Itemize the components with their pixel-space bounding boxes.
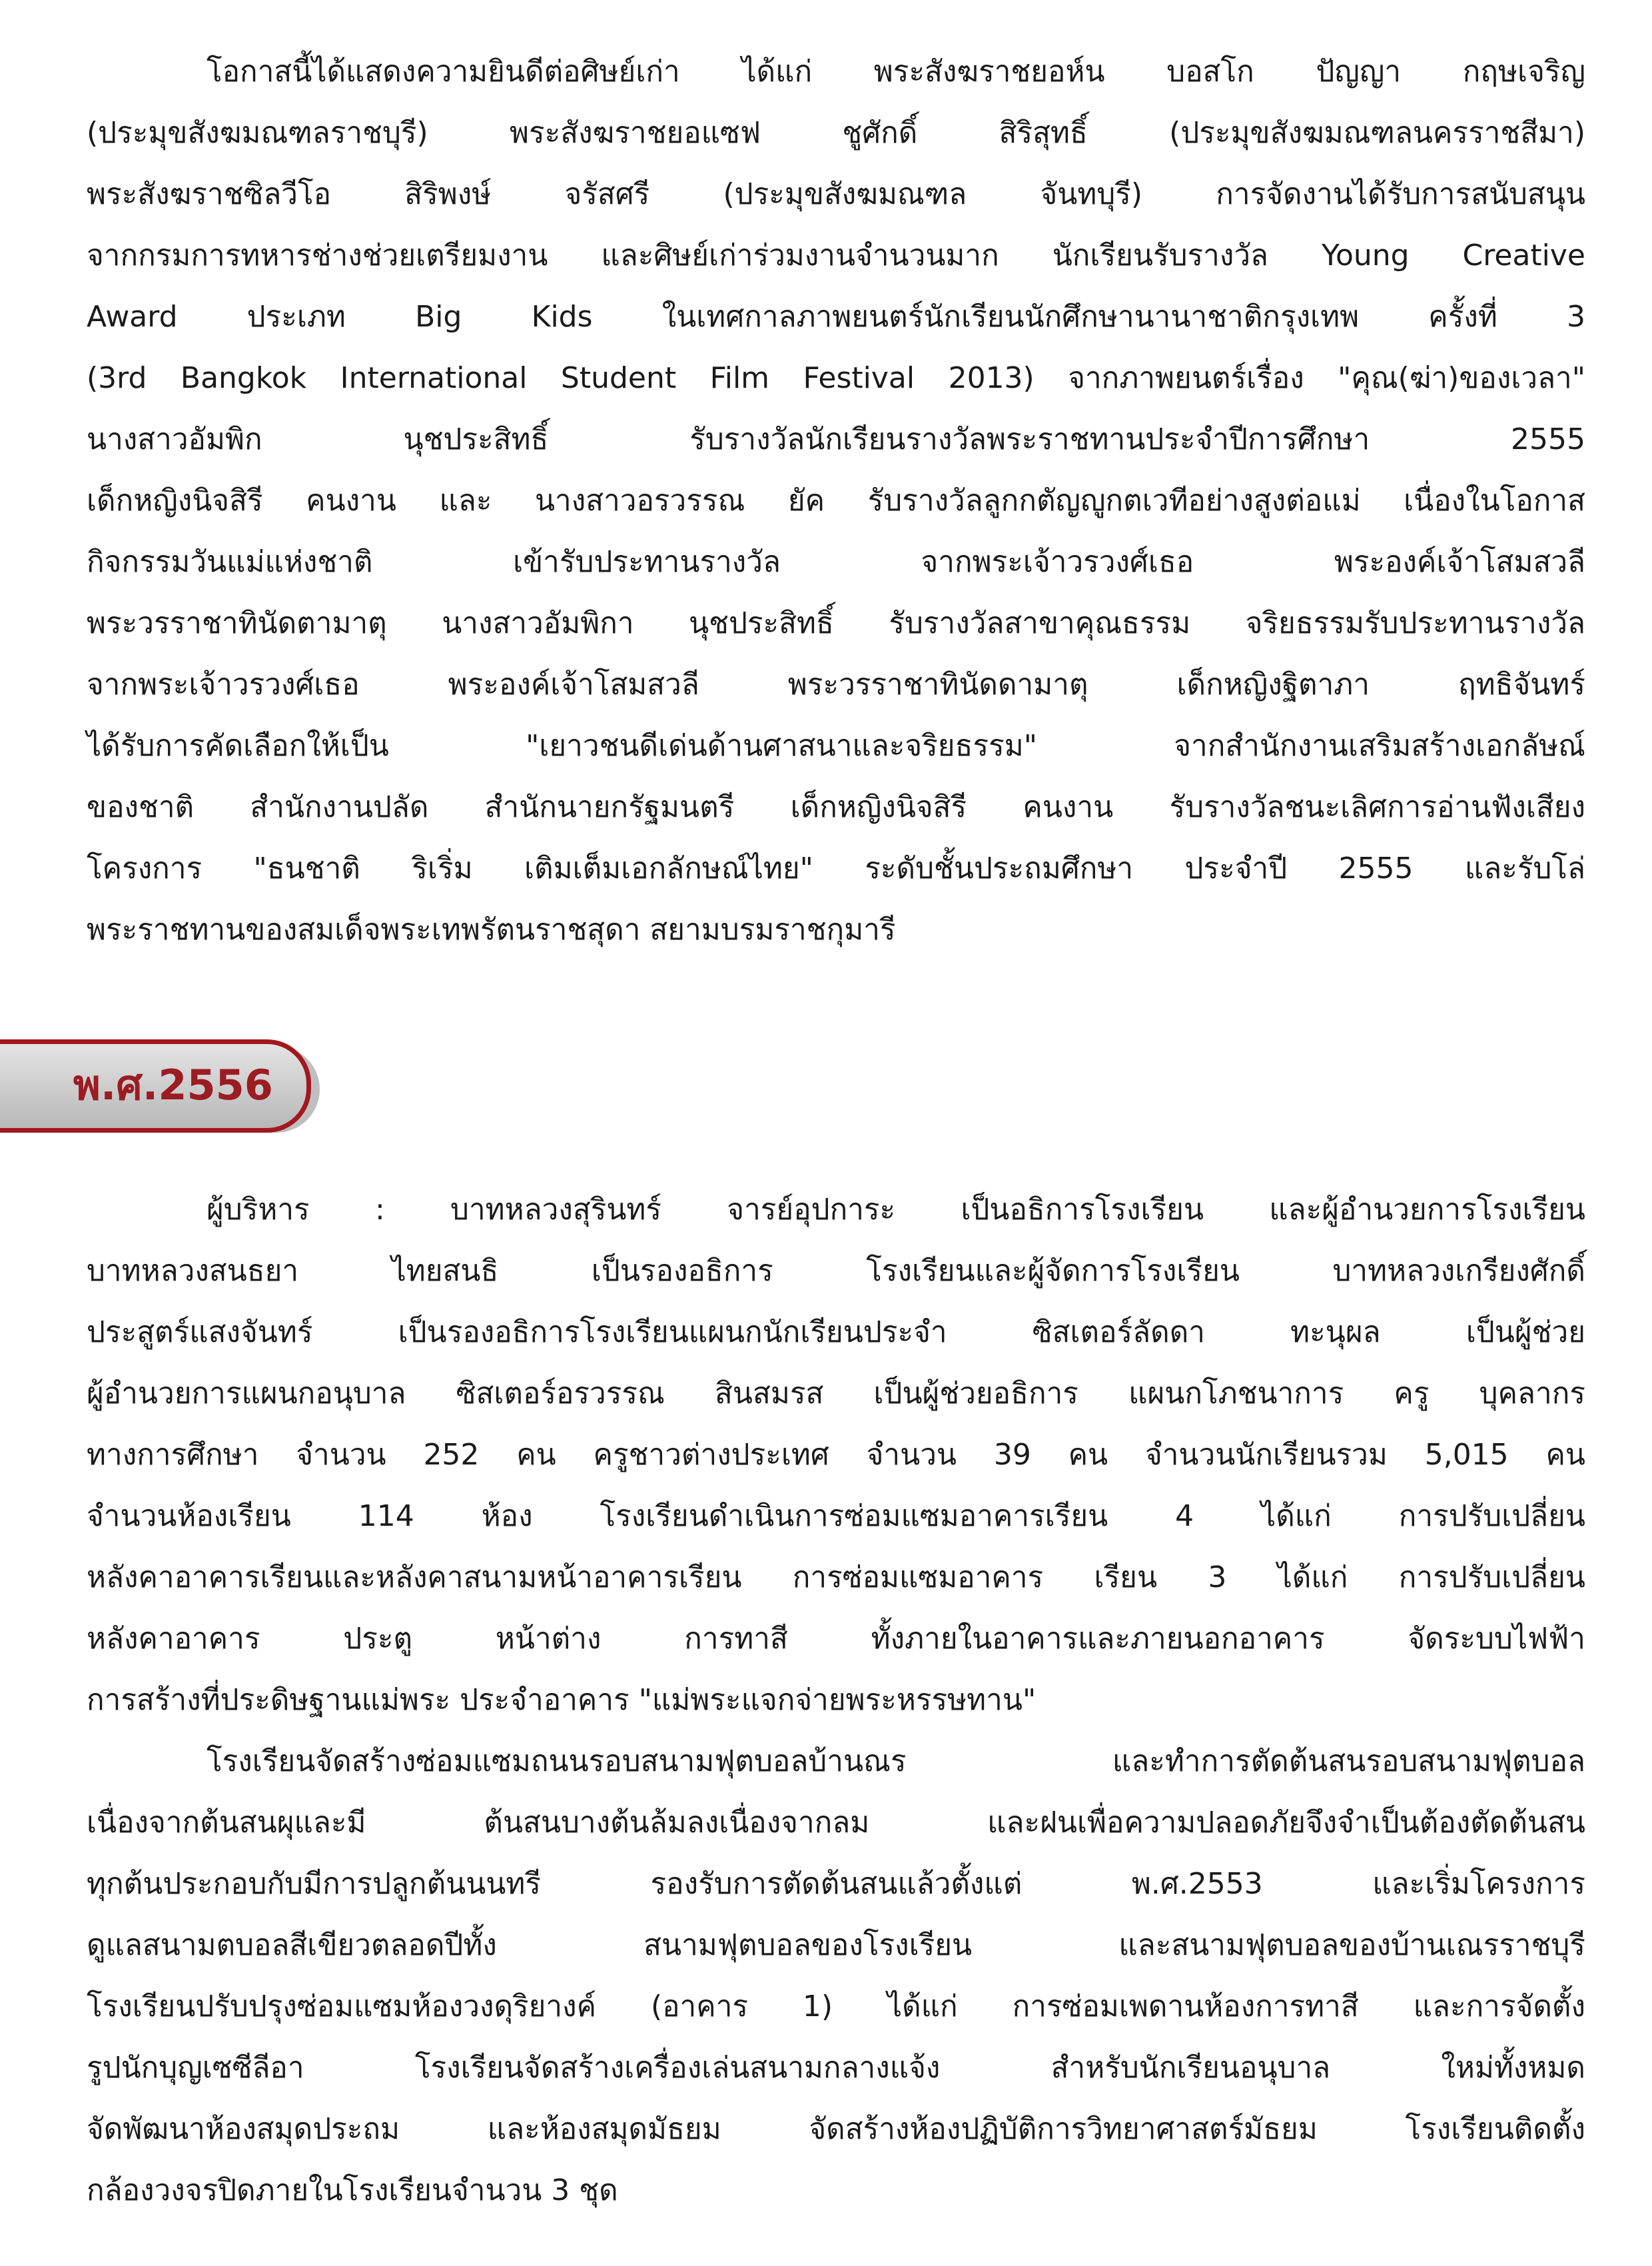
text-line: ดูแลสนามตบอลสีเขียวตลอดปีทั้ง สนามฟุตบอลของโรงเรียน และสนามฟุตบอลของบ้านเณรราชบุรี (87, 1928, 1585, 1962)
text-line: ทุกต้นประกอบกับมีการปลูกต้นนนทรี รองรับการตัดต้นสนแล้วตั้งแต่ พ.ศ.2553 และเริ่มโครงการ (87, 1867, 1585, 1901)
text-line: พระสังฆราชซิลวีโอ สิริพงษ์ จรัสศรี (ประมุขสังฆมณฑล จันทบุรี) การจัดงานได้รับการสนับสนุน (87, 177, 1585, 211)
paragraph-awards-2555 (87, 41, 1585, 974)
text-line: เด็กหญิงนิจสิรี คนงาน และ นางสาวอรวรรณ ยัค รับรางวัลลูกกตัญญูกตเวทีอย่างสูงต่อแม่ เนื่องในโอกาส (87, 484, 1585, 518)
text-line: ของชาติ สำนักงานปลัด สำนักนายกรัฐมนตรี เด็กหญิงนิจสิรี คนงาน รับรางวัลชนะเลิศการอ่านฟังเสียง (87, 790, 1585, 824)
text-line: โรงเรียนปรับปรุงซ่อมแซมห้องวงดุริยางค์ (อาคาร 1) ได้แก่ การซ่อมเพดานห้องการทาสี และการจัดตั้ง (87, 1989, 1585, 2023)
text-line: โรงเรียนจัดสร้างซ่อมแซมถนนรอบสนามฟุตบอลบ้านณร และทำการตัดต้นสนรอบสนามฟุตบอล (206, 1744, 1585, 1778)
text-line: จากกรมการทหารช่างช่วยเตรียมงาน และศิษย์เก่าร่วมงานจำนวนมาก นักเรียนรับรางวัล Young Creative (87, 239, 1585, 273)
text-line: Award ประเภท Big Kids ในเทศกาลภาพยนตร์นักเรียนนักศึกษานานาชาติกรุงเทพ ครั้งที่ 3 (87, 300, 1585, 334)
year-heading-banner (0, 1039, 320, 1133)
text-line: จำนวนห้องเรียน 114 ห้อง โรงเรียนดำเนินการซ่อมแซมอาคารเรียน 4 ได้แก่ การปรับเปลี่ยน (87, 1499, 1585, 1533)
text-line: ได้รับการคัดเลือกให้เป็น "เยาวชนดีเด่นด้านศาสนาและจริยธรรม" จากสำนักงานเสริมสร้างเอกลัษณ์ (87, 729, 1585, 763)
text-line: บาทหลวงสนธยา ไทยสนธิ เป็นรองอธิการ โรงเรียนและผู้จัดการโรงเรียน บาทหลวงเกรียงศักดิ์ (87, 1254, 1585, 1288)
paragraph-administration-2556 (87, 1179, 1585, 1739)
text-line: ทางการศึกษา จำนวน 252 คน ครูชาวต่างประเทศ จำนวน 39 คน จำนวนนักเรียนรวม 5,015 คน (87, 1438, 1585, 1472)
text-line: โครงการ "ธนชาติ ริเริ่ม เติมเต็มเอกลักษณ์ไทย" ระดับชั้นประถมศึกษา ประจำปี 2555 และรับโล่ (87, 851, 1585, 885)
text-line: จัดพัฒนาห้องสมุดประถม และห้องสมุดมัธยม จัดสร้างห้องปฏิบัติการวิทยาศาสตร์มัธยม โรงเรียนติดตั้ง (87, 2112, 1585, 2146)
text-line: รูปนักบุญเซซีลีอา โรงเรียนจัดสร้างเครื่องเล่นสนามกลางแจ้ง สำหรับนักเรียนอนุบาล ใหม่ทั้งหมด (87, 2051, 1585, 2085)
text-line: ผู้อำนวยการแผนกอนุบาล ซิสเตอร์อรวรรณ สินสมรส เป็นผู้ช่วยอธิการ แผนกโภชนาการ ครู บุคลากร (87, 1377, 1585, 1411)
text-line: นางสาวอัมพิก นุชประสิทธิ์ รับรางวัลนักเรียนรางวัลพระราชทานประจำปีการศึกษา 2555 (87, 422, 1585, 456)
text-line: ประสูตร์แสงจันทร์ เป็นรองอธิการโรงเรียนแผนกนักเรียนประจำ ซิสเตอร์ลัดดา ทะนุผล เป็นผู้ช่วย (87, 1315, 1585, 1349)
text-line: กล้องวงจรปิดภายในโรงเรียนจำนวน 3 ชุด (87, 2173, 618, 2207)
text-line: พระราชทานของสมเด็จพระเทพรัตนราชสุดา สยามบรมราชกุมารี (87, 913, 896, 947)
text-line: จากพระเจ้าวรวงศ์เธอ พระองค์เจ้าโสมสวลี พระวรราชาทินัดดามาตุ เด็กหญิงฐิตาภา ฤทธิจันทร์ (87, 668, 1585, 702)
text-line: โอกาสนี้ได้แสดงความยินดีต่อศิษย์เก่า ได้แก่ พระสังฆราชยอห์น บอสโก ปัญญา กฤษเจริญ (206, 55, 1585, 89)
paragraph-facilities-2556 (87, 1731, 1585, 2224)
text-line: (ประมุขสังฆมณฑลราชบุรี) พระสังฆราชยอแซฟ ชูศักดิ์ สิริสุทธิ์ (ประมุขสังฆมณฑลนครราชสีมา) (87, 116, 1585, 150)
text-line: (3rd Bangkok International Student Film Festival 2013) จากภาพยนตร์เรื่อง "คุณ(ฆ่า)ของเวลา" (87, 361, 1585, 395)
text-line: หลังคาอาคารเรียนและหลังคาสนามหน้าอาคารเรียน การซ่อมแซมอาคาร เรียน 3 ได้แก่ การปรับเปลี่ยน (87, 1560, 1585, 1594)
text-line: เนื่องจากต้นสนผุและมี ต้นสนบางต้นล้มลงเนื่องจากลม และฝนเพื่อความปลอดภัยจึงจำเป็นต้องตัดต้นสน (87, 1806, 1585, 1840)
year-heading: พ.ศ.2556 (73, 1061, 273, 1109)
text-line: พระวรราชาทินัดตามาตุ นางสาวอัมพิกา นุชประสิทธิ์ รับรางวัลสาขาคุณธรรม จริยธรรมรับประทานรางวัล (87, 606, 1585, 640)
text-line: กิจกรรมวันแม่แห่งชาติ เข้ารับประทานรางวัล จากพระเจ้าวรวงศ์เธอ พระองค์เจ้าโสมสวลี (87, 545, 1585, 579)
text-line: ผู้บริหาร : บาทหลวงสุรินทร์ จารย์อุปการะ เป็นอธิการโรงเรียน และผู้อำนวยการโรงเรียน (206, 1193, 1585, 1227)
text-line: การสร้างที่ประดิษฐานแม่พระ ประจำอาคาร "แม่พระแจกจ่ายพระหรรษทาน" (87, 1683, 1036, 1717)
text-line: หลังคาอาคาร ประตู หน้าต่าง การทาสี ทั้งภายในอาคารและภายนอกอาคาร จัดระบบไฟฟ้า (87, 1622, 1585, 1656)
